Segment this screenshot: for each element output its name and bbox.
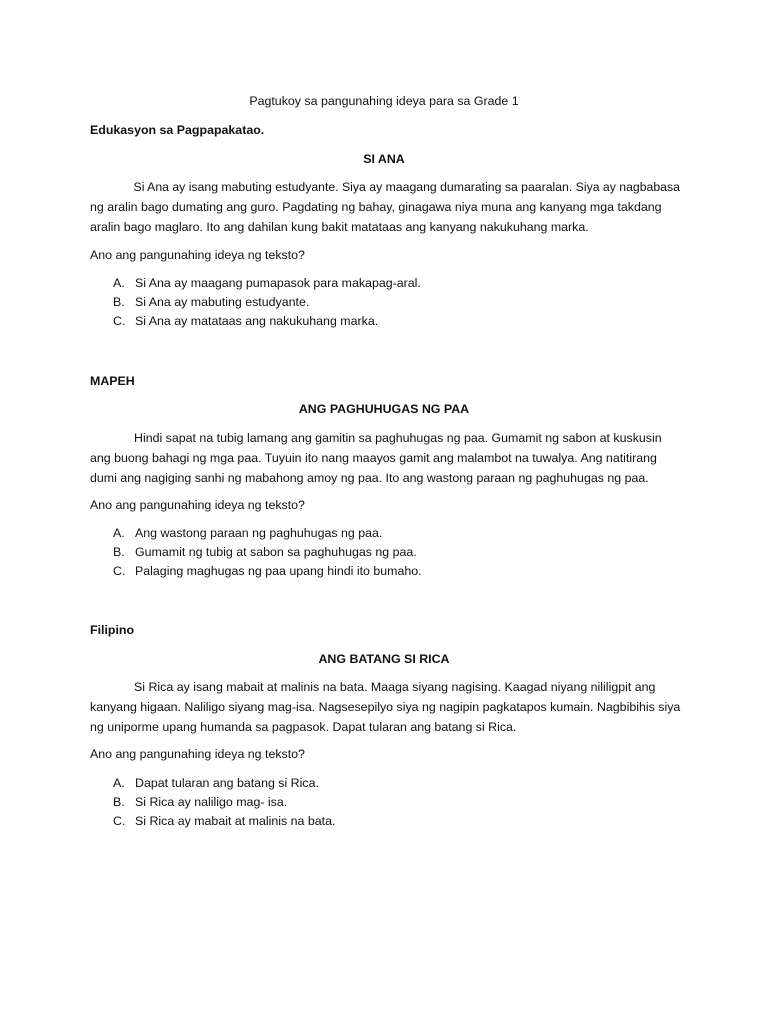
option-text: Si Ana ay maagang pumapasok para makapag-aral. [135,276,421,290]
story-title: ANG BATANG SI RICA [318,652,450,666]
paragraph-line: Si Rica ay isang mabait at malinis na bata. Maaga siyang nagising. Kaagad niyang nililigpit ang [134,680,656,694]
option-text: Si Rica ay naliligo mag- isa. [135,795,288,809]
option-text: Dapat tularan ang batang si Rica. [135,776,319,790]
option-letter: A. [113,776,125,790]
option-letter: A. [113,526,125,540]
story-paragraph [90,181,680,241]
question-text: Ano ang pangunahing ideya ng teksto? [90,248,305,262]
option-text: Gumamit ng tubig at sabon sa paghuhugas ng paa. [135,545,417,559]
paragraph-line: Si Ana ay isang mabuting estudyante. Siya ay maagang dumarating sa paaralan. Siya ay nagbabasa [133,180,680,194]
option-text: Si Ana ay matataas ang nakukuhang marka. [135,314,379,328]
option-letter: B. [113,295,125,309]
document-title: Pagtukoy sa pangunahing ideya para sa Grade 1 [249,94,519,108]
option-text: Si Ana ay mabuting estudyante. [135,295,310,309]
story-paragraph [90,432,680,492]
option-letter: C. [113,814,126,828]
story-title: SI ANA [363,152,405,166]
question-text: Ano ang pangunahing ideya ng teksto? [90,498,305,512]
paragraph-line: dumi ang nagiging sanhi ng mabahong amoy ng paa. Ito ang wastong paraan ng paghuhugas ng paa. [90,471,649,485]
paragraph-line: aralin bago maglaro. Ito ang dahilan kung bakit matataas ang kanyang nakukuhang marka. [90,220,589,234]
subject-heading: Edukasyon sa Pagpapakatao. [90,123,265,137]
question-text: Ano ang pangunahing ideya ng teksto? [90,747,305,761]
option-text: Palaging maghugas ng paa upang hindi ito bumaho. [135,564,422,578]
option-letter: C. [113,314,126,328]
option-letter: A. [113,276,125,290]
story-paragraph [90,681,680,741]
option-text: Si Rica ay mabait at malinis na bata. [135,814,336,828]
option-letter: B. [113,545,125,559]
paragraph-line: Hindi sapat na tubig lamang ang gamitin sa paghuhugas ng paa. Gumamit ng sabon at kuskusin [134,431,662,445]
paragraph-line: ng uniporme upang humanda sa pagpasok. Dapat tularan ang batang si Rica. [90,720,517,734]
subject-heading: Filipino [90,623,135,637]
option-text: Ang wastong paraan ng paghuhugas ng paa. [135,526,383,540]
option-letter: B. [113,795,125,809]
option-letter: C. [113,564,126,578]
subject-heading: MAPEH [90,374,135,388]
paragraph-line: ng aralin bago dumating ang guro. Pagdating ng bahay, ginagawa niya muna ang kanyang mga takdang [90,200,662,214]
paragraph-line: ang buong bahagi ng mga paa. Tuyuin ito nang maayos gamit ang malambot na tuwalya. Ang natitirang [90,451,657,465]
paragraph-line: kanyang higaan. Naliligo siyang mag-isa. Nagsesepilyo siya ng nagipin pagkatapos kumain. Nagbibihis siya [90,700,681,714]
story-title: ANG PAGHUHUGAS NG PAA [298,402,470,416]
